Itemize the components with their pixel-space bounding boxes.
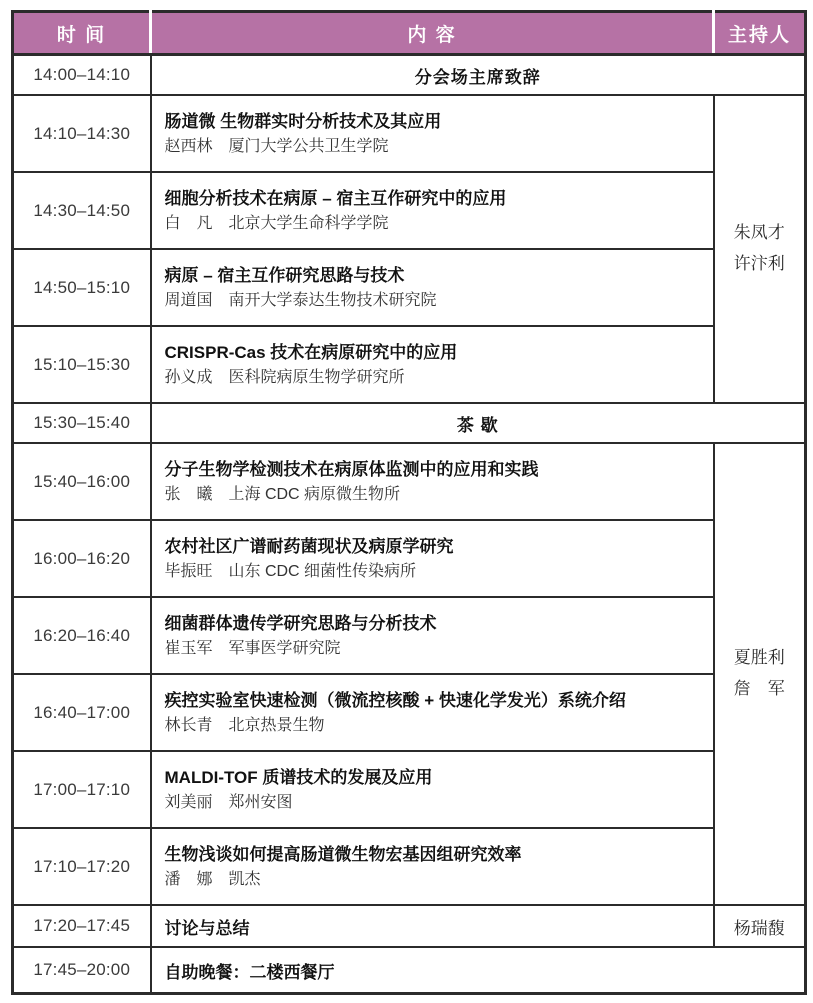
table-row-discussion [13,905,806,947]
talk-speaker: 崔玉军 军事医学研究院 [164,640,341,658]
table-row-talk [13,326,806,403]
dinner-cell: 自助晚餐：二楼西餐厅 [151,947,806,994]
time-cell: 14:30–14:50 [13,172,151,249]
talk-cell [151,443,714,520]
time-cell: 15:10–15:30 [13,326,151,403]
time-cell: 17:20–17:45 [13,905,151,947]
table-row-talk [13,443,806,520]
talk-speaker: 孙义成 医科院病原生物学研究所 [164,369,405,387]
time-cell: 16:40–17:00 [13,674,151,751]
table-row-talk [13,674,806,751]
host-name: 朱凤才 [733,223,785,243]
talk-cell [151,172,714,249]
time-cell: 15:40–16:00 [13,443,151,520]
table-row-talk [13,249,806,326]
table-row-talk [13,751,806,828]
time-cell: 17:00–17:10 [13,751,151,828]
table-row-dinner [13,947,806,994]
time-cell: 14:00–14:10 [13,55,151,96]
talk-title: 农村社区广谱耐药菌现状及病原学研究 [164,536,454,556]
schedule-table [11,10,807,995]
host-name: 夏胜利 [733,648,785,668]
host-name: 詹 军 [733,679,785,698]
header-content: 内 容 [151,12,714,55]
talk-title: 肠道微 生物群实时分析技术及其应用 [164,111,442,131]
talk-speaker: 张 曦 上海 CDC 病原微生物所 [164,486,401,504]
time-cell: 14:10–14:30 [13,95,151,172]
talk-title: 生物浅谈如何提高肠道微生物宏基因组研究效率 [164,844,522,864]
talk-cell [151,828,714,905]
talk-cell [151,520,714,597]
table-row-talk [13,597,806,674]
time-cell: 14:50–15:10 [13,249,151,326]
time-cell: 16:20–16:40 [13,597,151,674]
table-row-talk [13,95,806,172]
table-row-talk [13,172,806,249]
tea-break-cell: 茶 歇 [151,403,806,443]
talk-cell [151,326,714,403]
talk-cell [151,674,714,751]
talk-cell [151,95,714,172]
table-row-break [13,403,806,443]
header-row [13,12,806,55]
talk-speaker: 白 凡 北京大学生命科学学院 [164,215,389,233]
discussion-cell: 讨论与总结 [151,905,714,947]
time-cell: 16:00–16:20 [13,520,151,597]
talk-speaker: 潘 娜 凯杰 [164,871,261,889]
session-title-cell: 分会场主席致辞 [151,55,806,96]
host-cell-single: 杨瑞馥 [714,905,806,947]
talk-title: 疾控实验室快速检测（微流控核酸 + 快速化学发光）系统介绍 [164,690,626,710]
talk-title: 细胞分析技术在病原 – 宿主互作研究中的应用 [164,188,507,208]
host-cell-group2 [714,443,806,905]
talk-cell [151,249,714,326]
table-row-opening [13,55,806,96]
time-cell: 17:45–20:00 [13,947,151,994]
talk-title: CRISPR-Cas 技术在病原研究中的应用 [164,342,458,362]
talk-title: 病原 – 宿主互作研究思路与技术 [164,265,405,285]
talk-speaker: 周道国 南开大学泰达生物技术研究院 [164,292,437,310]
talk-speaker: 赵西林 厦门大学公共卫生学院 [164,138,389,156]
time-cell: 15:30–15:40 [13,403,151,443]
header-time: 时 间 [13,12,151,55]
talk-title: MALDI-TOF 质谱技术的发展及应用 [164,767,433,787]
table-row-talk [13,828,806,905]
table-row-talk [13,520,806,597]
host-name: 许汴利 [733,254,785,273]
talk-speaker: 毕振旺 山东 CDC 细菌性传染病所 [164,563,417,581]
talk-title: 细菌群体遗传学研究思路与分析技术 [164,613,437,633]
header-host: 主持人 [714,12,806,55]
talk-speaker: 刘美丽 郑州安图 [164,794,293,812]
host-cell-group1 [714,95,806,403]
time-cell: 17:10–17:20 [13,828,151,905]
talk-cell [151,597,714,674]
talk-speaker: 林长青 北京热景生物 [164,717,325,735]
talk-cell [151,751,714,828]
talk-title: 分子生物学检测技术在病原体监测中的应用和实践 [164,459,539,479]
